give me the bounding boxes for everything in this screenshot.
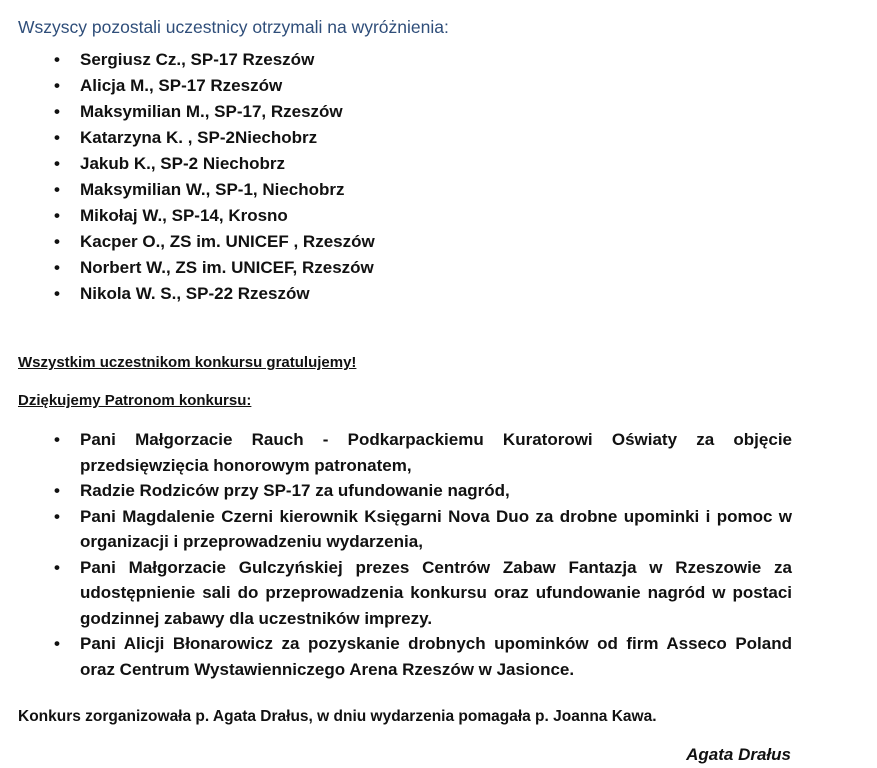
footer-text: Konkurs zorganizowała p. Agata Drałus, w dniu wydarzenia pomagała p. Joanna Kawa.	[18, 708, 657, 725]
list-item: • Sergiusz Cz., SP-17 Rzeszów	[48, 47, 375, 73]
bullet-icon: •	[54, 481, 60, 500]
bullet-icon: •	[54, 206, 60, 225]
participants-list	[48, 47, 375, 307]
bullet-icon: •	[54, 50, 60, 69]
list-item: • Jakub K., SP-2 Niechobrz	[48, 151, 375, 177]
list-item: • Mikołaj W., SP-14, Krosno	[48, 203, 375, 229]
bullet-icon: •	[54, 557, 60, 577]
list-item: • Nikola W. S., SP-22 Rzeszów	[48, 281, 375, 307]
bullet-icon: •	[54, 154, 60, 173]
intro-text: Wszyscy pozostali uczestnicy otrzymali na wyróżnienia:	[18, 17, 449, 37]
patrons-list	[48, 427, 792, 682]
bullet-icon: •	[54, 634, 60, 653]
bullet-icon: •	[54, 128, 60, 147]
bullet-icon: •	[54, 506, 60, 526]
bullet-icon: •	[54, 284, 60, 303]
list-item: • Pani Małgorzacie Rauch - Podkarpackiemu Kuratorowi Oświaty za objęcie przedsięwzięcia honorowym patronatem,	[48, 427, 792, 478]
congrats-heading: Wszystkim uczestnikom konkursu gratulujemy!	[18, 354, 357, 371]
bullet-icon: •	[54, 102, 60, 121]
list-item: • Pani Magdalenie Czerni kierownik Księgarni Nova Duo za drobne upominki i pomoc w organizacji i przeprowadzeniu wydarzenia,	[48, 504, 792, 555]
thanks-heading: Dziękujemy Patronom konkursu:	[18, 392, 252, 409]
bullet-icon: •	[54, 430, 60, 449]
signature: Agata Drałus	[686, 745, 791, 764]
list-item: • Radzie Rodziców przy SP-17 za ufundowanie nagród,	[48, 478, 792, 504]
list-item: • Katarzyna K. , SP-2Niechobrz	[48, 125, 375, 151]
list-item: • Pani Małgorzacie Gulczyńskiej prezes Centrów Zabaw Fantazja w Rzeszowie za udostępnienie sali do przeprowadzenia konkursu oraz ufundowanie nagród w postaci godzinnej zabawy dla uczestników imprezy.	[48, 555, 792, 632]
list-item: • Maksymilian W., SP-1, Niechobrz	[48, 177, 375, 203]
list-item: • Alicja M., SP-17 Rzeszów	[48, 73, 375, 99]
bullet-icon: •	[54, 258, 60, 277]
list-item: • Kacper O., ZS im. UNICEF , Rzeszów	[48, 229, 375, 255]
bullet-icon: •	[54, 232, 60, 251]
bullet-icon: •	[54, 180, 60, 199]
list-item: • Maksymilian M., SP-17, Rzeszów	[48, 99, 375, 125]
list-item: • Norbert W., ZS im. UNICEF, Rzeszów	[48, 255, 375, 281]
bullet-icon: •	[54, 76, 60, 95]
list-item: • Pani Alicji Błonarowicz za pozyskanie drobnych upominków od firm Asseco Poland oraz Centrum Wystawienniczego Arena Rzeszów w Jasionce.	[48, 631, 792, 682]
